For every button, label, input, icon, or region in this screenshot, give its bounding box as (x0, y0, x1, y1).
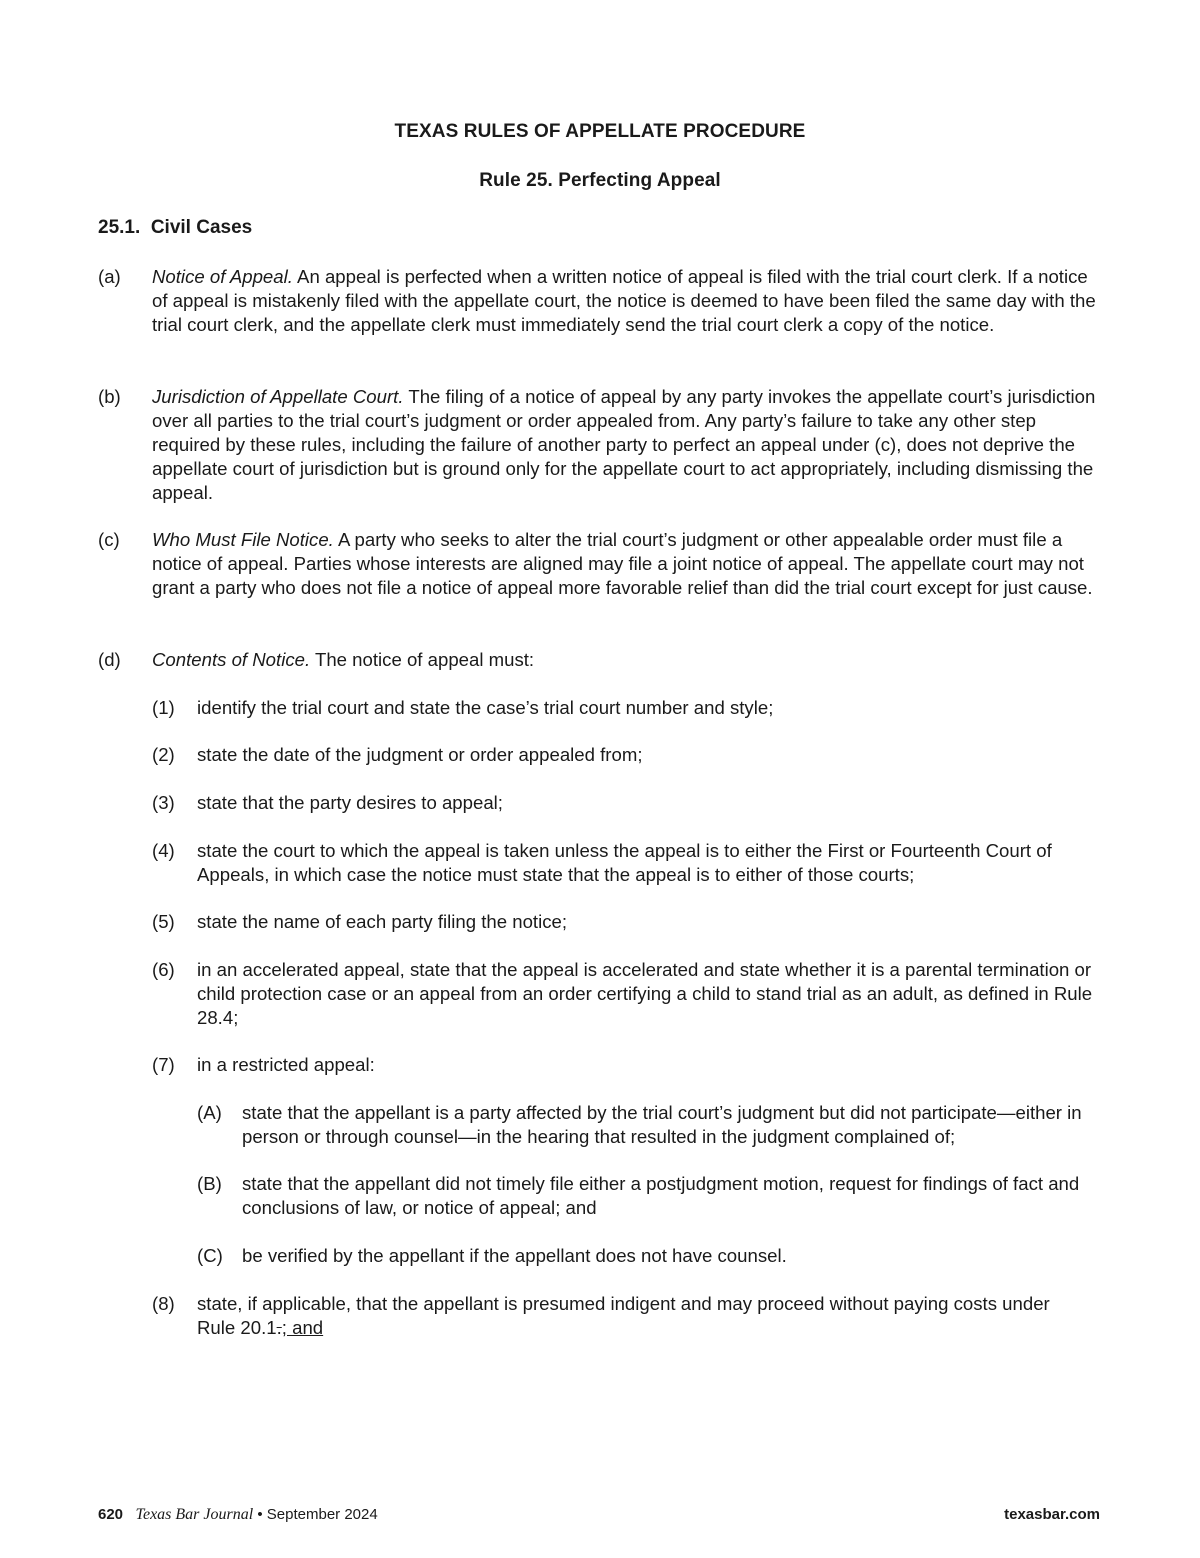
subitem-A-text: state that the appellant is a party affected by the trial court’s judgment but did not participate—either in person or through counsel—in the hearing that resulted in the judgment complained of; (242, 1102, 1082, 1147)
subsection-c-text (152, 528, 1102, 600)
subsection-a-label: (a) (98, 266, 121, 287)
footer-bullet: • (257, 1506, 263, 1523)
item-8-label: (8) (152, 1293, 175, 1314)
subitem-C-label: (C) (197, 1245, 223, 1266)
issue-date: September 2024 (266, 1506, 378, 1523)
item-6-label: (6) (152, 959, 175, 980)
item-6-text: in an accelerated appeal, state that the appeal is accelerated and state whether it is a parental termination or child protection case or an appeal from an order certifying a child to stand trial as an adult, as defined in Rule 28.4; (197, 959, 1093, 1028)
section-heading (98, 217, 252, 239)
subsection-a-body: An appeal is perfected when a written notice of appeal is filed with the trial court clerk. If a notice of appeal is mistakenly filed with the appellate court, the notice is deemed to have been filed the same day with the trial court clerk, and the appellate clerk must immediately send the trial court clerk a copy of the notice. (152, 266, 1096, 335)
subsection-d-label: (d) (98, 649, 121, 670)
section-title: Civil Cases (150, 217, 253, 238)
item-1-label: (1) (152, 697, 175, 718)
item-8-inserted-text: ; and (281, 1317, 324, 1338)
subitem-B-label: (B) (197, 1173, 222, 1194)
item-8-body: state, if applicable, that the appellant is presumed indigent and may proceed without paying costs under Rule 20.1 (197, 1293, 1050, 1338)
item-4-label: (4) (152, 840, 175, 861)
subsection-b-text (152, 385, 1102, 505)
item-5-label: (5) (152, 911, 175, 932)
footer-left (98, 1506, 378, 1524)
item-8-text (197, 1292, 1087, 1340)
subsection-a-text (152, 265, 1102, 337)
subitem-A-label: (A) (197, 1102, 222, 1123)
document-title: TEXAS RULES OF APPELLATE PROCEDURE (394, 121, 806, 142)
item-2-label: (2) (152, 744, 175, 765)
subsection-b-heading: Jurisdiction of Appellate Court. (152, 386, 404, 407)
subsection-c-heading: Who Must File Notice. (152, 529, 334, 550)
subsection-c-body: A party who seeks to alter the trial court’s judgment or other appealable order must file a notice of appeal. Parties whose interests are aligned may file a joint notice of appeal. The appellate court may not grant a party who does not file a notice of appeal more favorable relief than did the trial court except for just cause. (152, 529, 1093, 598)
footer-site: texasbar.com (1004, 1506, 1100, 1523)
publication-name: Texas Bar Journal (135, 1506, 254, 1523)
item-3-text: state that the party desires to appeal; (197, 792, 503, 813)
item-7-text: in a restricted appeal: (197, 1054, 375, 1075)
subsection-b-label: (b) (98, 386, 121, 407)
subitem-B-text: state that the appellant did not timely file either a postjudgment motion, request for findings of fact and conclusions of law, or notice of appeal; and (242, 1173, 1080, 1218)
section-number: 25.1. (98, 217, 141, 238)
page-number: 620 (98, 1506, 124, 1523)
item-3-label: (3) (152, 792, 175, 813)
item-1-text: identify the trial court and state the case’s trial court number and style; (197, 697, 774, 718)
item-2-text: state the date of the judgment or order appealed from; (197, 744, 643, 765)
item-4-text: state the court to which the appeal is taken unless the appeal is to either the First or Fourteenth Court of Appeals, in which case the notice must state that the appeal is to either of those courts; (197, 840, 1052, 885)
item-8-deleted-text: . (276, 1317, 282, 1338)
subsection-c-label: (c) (98, 529, 120, 550)
rule-title: Rule 25. Perfecting Appeal (479, 170, 721, 191)
subsection-a-heading: Notice of Appeal. (152, 266, 293, 287)
subsection-d-heading: Contents of Notice. (152, 649, 311, 670)
subsection-b-body: The filing of a notice of appeal by any party invokes the appellate court’s jurisdiction over all parties to the trial court’s judgment or order appealed from. Any party’s failure to take any other step required by these rules, including the failure of another party to perfect an appeal under (c), does not deprive the appellate court of jurisdiction but is ground only for the appellate court to act appropriately, including dismissing the appeal. (152, 386, 1096, 503)
subitem-C-text: be verified by the appellant if the appellant does not have counsel. (242, 1245, 787, 1266)
item-7-label: (7) (152, 1054, 175, 1075)
subsection-d-text (152, 648, 1102, 672)
subsection-d-body: The notice of appeal must: (310, 649, 535, 670)
item-5-text: state the name of each party filing the notice; (197, 911, 568, 932)
